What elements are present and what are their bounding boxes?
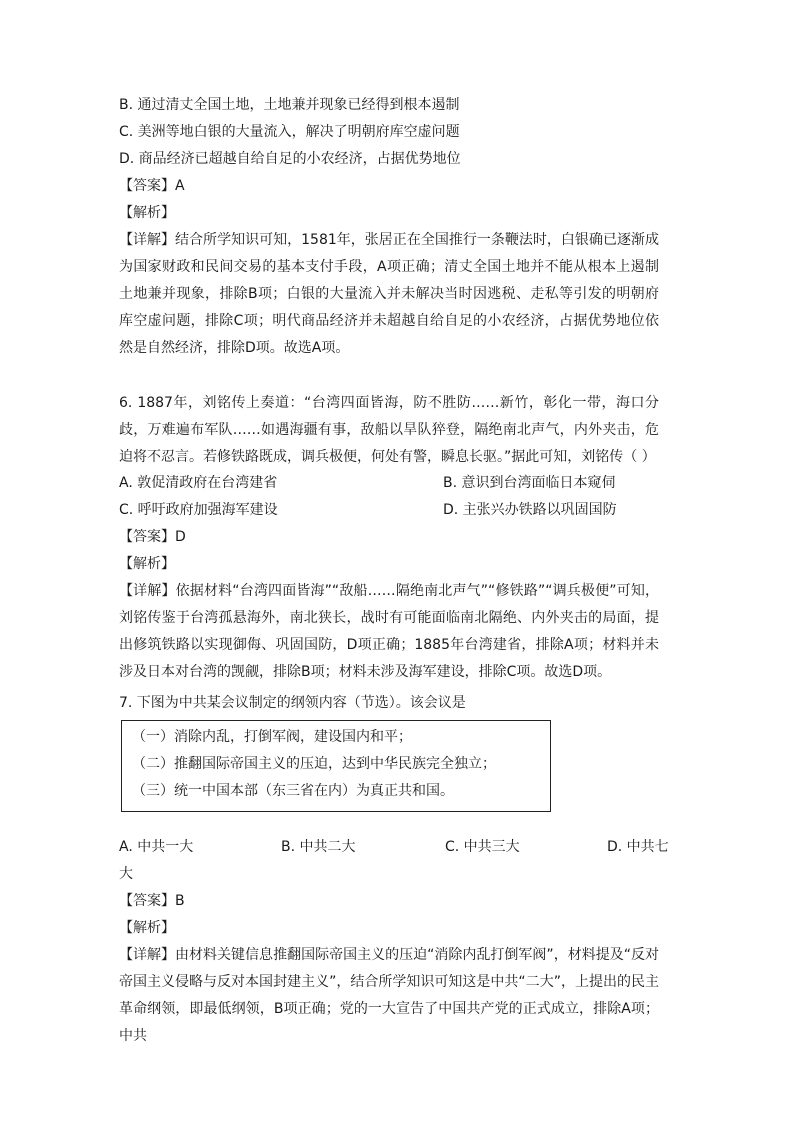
q5-option-d: D. 商品经济已超越自给自足的小农经济，占据优势地位 (119, 151, 461, 167)
q7-analysis-label: 【解析】 (119, 920, 175, 936)
q5-detail: 【详解】结合所学知识可知，1581年，张居正在全国推行一条鞭法时，白银确已逐渐成为国家财政和民间交易的基本支付手段，A项正确；清丈全国土地并不能从根本上遏制土地兼并现象，排除B项；白银的大量流入并未解决当时因逃税、走私等引发的明朝府库空虚问题，排除C项；明代商品经济并未超越自给自足的小农经济，占据优势地位依然是自然经济，排除D项。故选A项。 (119, 232, 659, 356)
q6-option-c: C. 呼吁政府加强海军建设 (119, 502, 278, 518)
q7-option-c: C. 中共三大 (445, 839, 520, 855)
q5-option-b: B. 通过清丈全国土地，土地兼并现象已经得到根本遏制 (119, 97, 460, 113)
q7-stem: 7. 下图为中共某会议制定的纲领内容（节选）。该会议是 (119, 695, 466, 711)
q6-answer: 【答案】D (119, 529, 186, 545)
q6-option-d: D. 主张兴办铁路以巩固国防 (443, 502, 617, 518)
q6-options-row-1 (119, 473, 679, 493)
program-item-1: （一）消除内乱，打倒军阀，建设国内和平； (132, 729, 412, 745)
q7-answer: 【答案】B (119, 893, 185, 909)
q6-option-a: A. 敦促清政府在台湾建省 (119, 475, 278, 491)
q7-option-d-wrap: 大 (119, 866, 133, 882)
q6-analysis-label: 【解析】 (119, 556, 175, 572)
q7-detail: 【详解】由材料关键信息推翻国际帝国主义的压迫“消除内乱打倒军阀”，材料提及“反对帝国主义侵略与反对本国封建主义”，结合所学知识可知这是中共“二大”，上提出的民主革命纲领，即最低纲领，B项正确；党的一大宣告了中国共产党的正式成立，排除A项；中共 (119, 947, 659, 1044)
q6-stem: 6. 1887年，刘铭传上奏道：“台湾四面皆海，防不胜防……新竹，彰化一带，海口分歧，万难遍布军队……如遇海疆有事，敌船以旱队猝登，隔绝南北声气，内外夹击，危迫将不忍言。若修铁路既成，调兵极便，何处有警，瞬息长驱。”据此可知，刘铭传（ ） (119, 395, 659, 465)
program-item-3: （三）统一中国本部（东三省在内）为真正共和国。 (132, 783, 454, 799)
q6-option-b: B. 意识到台湾面临日本窥伺 (443, 475, 616, 491)
q7-option-a: A. 中共一大 (119, 839, 194, 855)
q7-option-b: B. 中共二大 (281, 839, 356, 855)
q5-answer: 【答案】A (119, 178, 185, 194)
q7-option-d: D. 中共七 (607, 839, 669, 855)
q6-options-row-2 (119, 500, 679, 520)
program-item-2: （二）推翻国际帝国主义的压迫，达到中华民族完全独立； (132, 756, 496, 772)
program-excerpt-box (121, 720, 551, 812)
q5-option-c: C. 美洲等地白银的大量流入，解决了明朝府库空虚问题 (119, 124, 460, 140)
q5-analysis-label: 【解析】 (119, 205, 175, 221)
q7-options-row (119, 837, 679, 857)
q6-detail: 【详解】依据材料“台湾四面皆海”“敌船……隔绝南北声气”“修铁路”“调兵极便”可知，刘铭传鉴于台湾孤悬海外，南北狭长，战时有可能面临南北隔绝、内外夹击的局面，提出修筑铁路以实现御侮、巩固国防，D项正确；1885年台湾建省，排除A项；材料并未涉及日本对台湾的觊觎，排除B项；材料未涉及海军建设，排除C项。故选D项。 (119, 583, 659, 680)
